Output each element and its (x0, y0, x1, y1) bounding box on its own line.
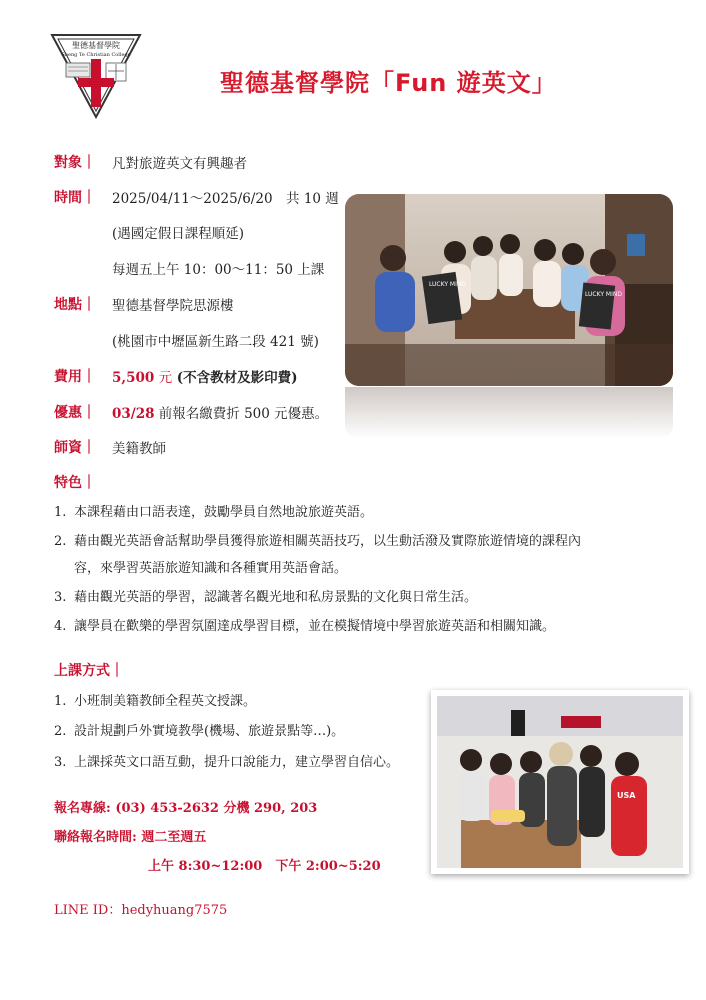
feature-item: 2. 藉由觀光英語會話幫助學員獲得旅遊相關英語技巧，以生動活潑及實際旅遊情境的課程內 (54, 534, 582, 549)
group-photo-classroom (345, 194, 673, 386)
feature-item: 4. 讓學員在歡樂的學習氛圍達成學習目標，並在模擬情境中學習旅遊英語和相關知識。 (54, 619, 556, 634)
time-holiday-note: (遇國定假日課程順延) (112, 226, 245, 242)
discount-label: 優惠｜ (54, 405, 96, 421)
discount-text: 前報名繳費折 500 元優惠。 (154, 406, 329, 422)
time-dates: 2025/04/11～2025/6/20 共 10 週 (112, 191, 339, 207)
registration-hotline: 報名專線: (03) 453-2632 分機 290, 203 (54, 801, 318, 816)
feature-item: 1. 本課程藉由口語表達，鼓勵學員自然地說旅遊英語。 (54, 505, 374, 520)
time-label: 時間｜ (54, 190, 96, 206)
fee-unit: 元 (154, 370, 173, 386)
book-cover-text-1: LUCKY MIND (429, 281, 466, 288)
features-label: 特色｜ (54, 475, 96, 491)
fee-note: (不含教材及影印費) (172, 370, 298, 386)
logo-text-cn: 聖德基督學院 (72, 41, 120, 50)
shirt-text: USA (617, 791, 636, 800)
discount-date: 03/28 (112, 406, 155, 422)
teacher-label: 師資｜ (54, 440, 96, 456)
book-cover-text-2: LUCKY MIND (585, 291, 622, 298)
method-item: 1. 小班制美籍教師全程英文授課。 (54, 694, 257, 709)
place-building: 聖德基督學院思源樓 (112, 298, 234, 314)
method-item: 2. 設計規劃戶外實境教學(機場、旅遊景點等…)。 (54, 724, 345, 739)
place-label: 地點｜ (54, 297, 96, 313)
registration-hours: 上午 8:30~12:00 下午 2:00~5:20 (148, 859, 381, 874)
teacher-value: 美籍教師 (112, 441, 166, 457)
feature-item-continued: 容，來學習英語旅遊知識和各種實用英語會話。 (74, 561, 348, 576)
method-item: 3. 上課採英文口語互動，提升口說能力，建立學習自信心。 (54, 755, 400, 770)
place-address: (桃園市中壢區新生路二段 421 號) (112, 334, 319, 350)
page-title: 聖德基督學院「Fun 遊英文」 (220, 69, 557, 97)
discount-value (112, 402, 328, 422)
audience-label: 對象｜ (54, 155, 96, 171)
fee-amount: 5,500 (112, 370, 155, 386)
logo-text-en: Sheng Te Christian College (61, 52, 131, 58)
audience-value: 凡對旅遊英文有興趣者 (112, 156, 247, 172)
line-id: LINE ID：hedyhuang7575 (54, 903, 228, 918)
feature-item: 3. 藉由觀光英語的學習，認識著名觀光地和私房景點的文化與日常生活。 (54, 590, 478, 605)
method-label: 上課方式｜ (54, 663, 124, 679)
fee-label: 費用｜ (54, 369, 96, 385)
photo-reflection (345, 387, 673, 439)
registration-hours-label: 聯絡報名時間: 週二至週五 (54, 830, 207, 845)
fee-value (112, 366, 298, 386)
classroom-photo-small (431, 690, 689, 874)
time-schedule: 每週五上午 10：00～11：50 上課 (112, 262, 325, 278)
college-logo (50, 33, 142, 119)
